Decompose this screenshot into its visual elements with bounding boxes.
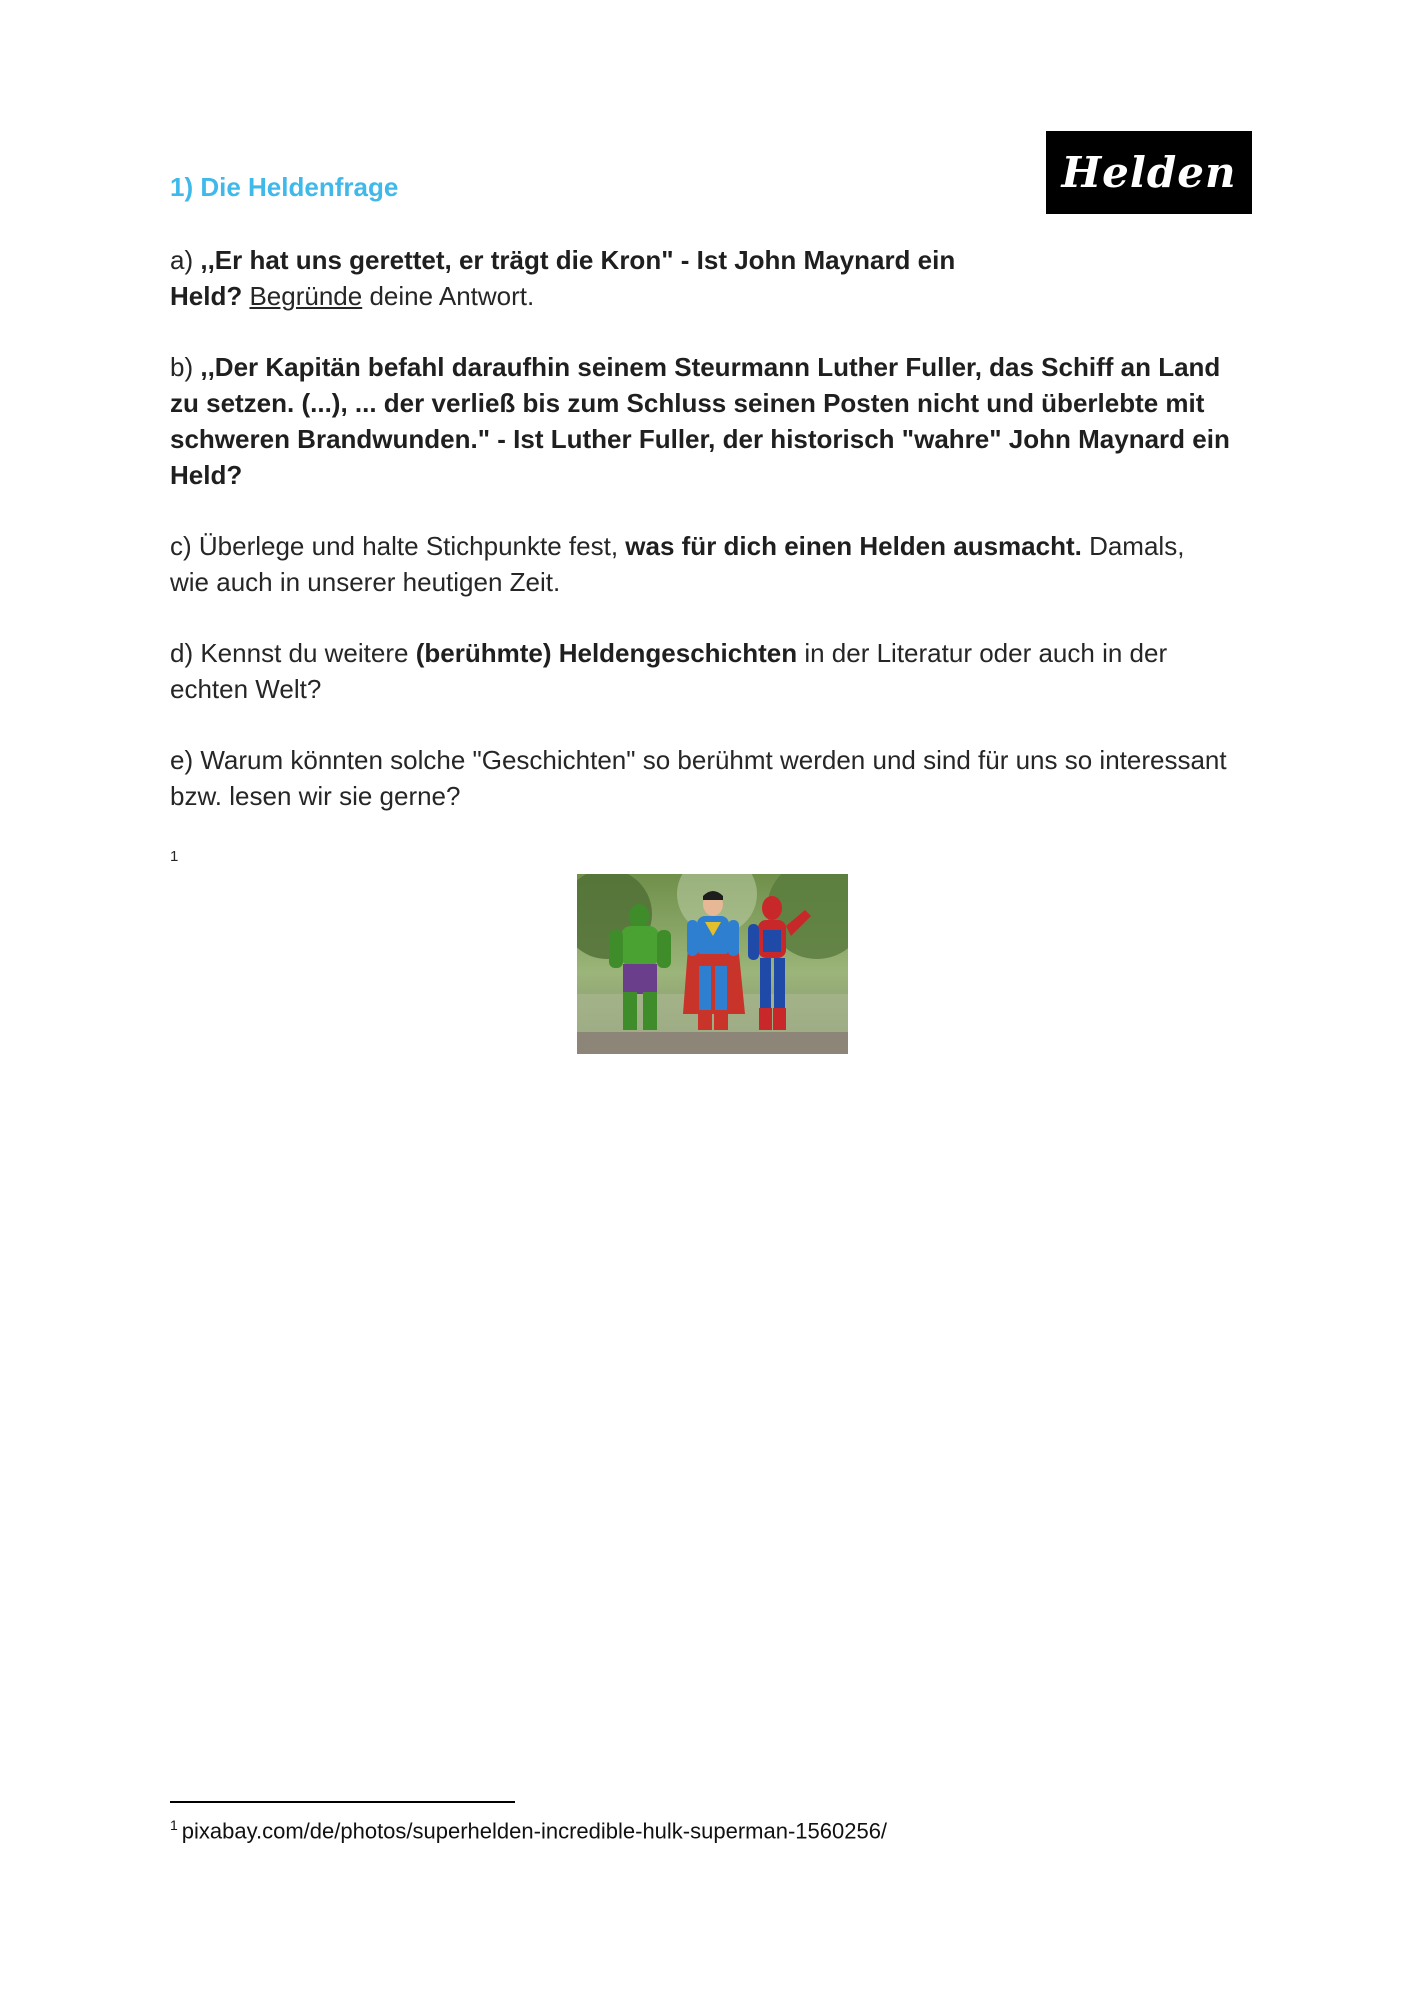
logo-text: Helden [1061, 148, 1237, 197]
task-b-question: ,,Der Kapitän befahl daraufhin seinem Steurmann Luther Fuller, das Schiff an Land zu setzen. (...), ... der verließ bis zum Schluss seinen Posten nicht und überlebte mit schweren Brandwunden." - Ist Luther Fuller, der historisch "wahre" John Maynard ein Held? [170, 352, 1230, 490]
task-b [170, 349, 1230, 493]
task-a-prefix: a) [170, 245, 201, 275]
footnote-separator [170, 1801, 515, 1803]
task-c-rest: Damals, wie auch in unserer heutigen Zeit. [170, 531, 1185, 597]
task-b-prefix: b) [170, 352, 201, 382]
task-d-prefix: d) Kennst du weitere [170, 638, 416, 668]
page-heading: 1) Die Heldenfrage [170, 172, 399, 202]
task-a-underlined: Begründe [249, 281, 363, 311]
task-c-prefix: c) Überlege und halte Stichpunkte fest, [170, 531, 626, 561]
footnote-source-text: pixabay.com/de/photos/superhelden-incredible-hulk-superman-1560256/ [181, 1818, 888, 1844]
footnote [170, 1817, 887, 1844]
task-a [170, 242, 1010, 314]
task-d-rest: in der Literatur oder auch in der echten Welt? [170, 638, 1168, 704]
task-d-bold: (berühmte) Heldengeschichten [415, 638, 798, 668]
helden-logo [1046, 131, 1252, 214]
footnote-marker: 1 [170, 848, 179, 865]
task-c [170, 528, 1230, 600]
superhero-figures-photo [577, 874, 848, 1054]
task-a-rest: deine Antwort. [362, 281, 535, 311]
task-c-bold: was für dich einen Helden ausmacht. [625, 531, 1082, 561]
footnote-number: 1 [170, 1817, 178, 1833]
task-a-question: ,,Er hat uns gerettet, er trägt die Kron" - Ist John Maynard ein Held? [170, 245, 956, 311]
task-d [170, 635, 1230, 707]
task-e: e) Warum könnten solche "Geschichten" so berühmt werden und sind für uns so interessant bzw. lesen wir sie gerne? [170, 745, 1227, 811]
